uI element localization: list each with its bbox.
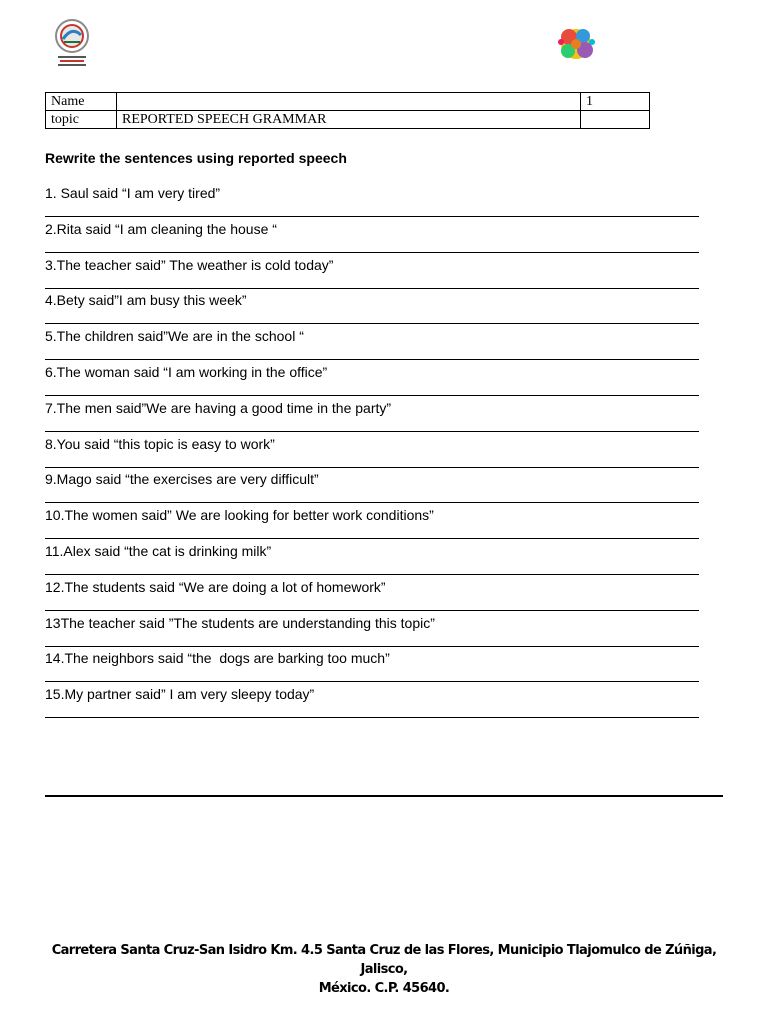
answer-line[interactable] — [45, 502, 699, 503]
answer-line[interactable] — [45, 717, 699, 718]
answer-line[interactable] — [45, 252, 699, 253]
question-item — [45, 470, 701, 506]
question-item — [45, 256, 701, 292]
answer-line[interactable] — [45, 216, 699, 217]
question-text: 15.My partner said” I am very sleepy today” — [45, 686, 315, 703]
student-info-table — [45, 92, 650, 129]
question-text: 8.You said “this topic is easy to work” — [45, 435, 275, 452]
answer-line[interactable] — [45, 288, 699, 289]
number-field: 1 — [581, 93, 650, 111]
question-text: 9.Mago said “the exercises are very difficult” — [45, 471, 319, 488]
answer-line[interactable] — [45, 681, 699, 682]
footer-address — [40, 941, 728, 998]
university-seal-icon — [52, 18, 92, 68]
question-text: 2.Rita said “I am cleaning the house “ — [45, 220, 277, 237]
question-item — [45, 363, 701, 399]
answer-line[interactable] — [45, 467, 699, 468]
question-item — [45, 685, 701, 721]
question-text: 6.The woman said “I am working in the office” — [45, 363, 328, 380]
question-text: 11.Alex said “the cat is drinking milk” — [45, 542, 272, 559]
question-text: 14.The neighbors said “the dogs are barking too much” — [45, 650, 390, 667]
empty-cell — [581, 111, 650, 129]
question-item — [45, 291, 701, 327]
answer-line[interactable] — [45, 538, 699, 539]
question-item — [45, 220, 701, 256]
answer-line[interactable] — [45, 395, 699, 396]
question-text: 7.The men said”We are having a good time in the party” — [45, 399, 392, 416]
name-field[interactable] — [117, 93, 581, 111]
question-text: 5.The children said”We are in the school “ — [45, 328, 304, 345]
answer-line[interactable] — [45, 323, 699, 324]
question-text: 1. Saul said “I am very tired” — [45, 185, 221, 201]
topic-value: REPORTED SPEECH GRAMMAR — [117, 111, 581, 129]
instruction-heading: Rewrite the sentences using reported speech — [45, 150, 347, 166]
answer-line[interactable] — [45, 610, 699, 611]
question-item — [45, 435, 701, 471]
question-text: 4.Bety said”I am busy this week” — [45, 292, 247, 309]
question-item — [45, 184, 701, 220]
colorful-hands-icon — [552, 22, 600, 66]
question-text: 12.The students said “We are doing a lot of homework” — [45, 578, 386, 595]
question-item — [45, 399, 701, 435]
question-text: 3.The teacher said” The weather is cold today” — [45, 256, 334, 273]
question-text: 13The teacher said ”The students are understanding this topic” — [45, 614, 435, 631]
question-list — [45, 184, 701, 721]
question-item — [45, 649, 701, 685]
answer-line[interactable] — [45, 431, 699, 432]
footer-address-line2: México. C.P. 45640. — [318, 981, 450, 996]
footer-divider — [45, 795, 723, 797]
answer-line[interactable] — [45, 574, 699, 575]
question-item — [45, 506, 701, 542]
answer-line[interactable] — [45, 646, 699, 647]
name-label: Name — [46, 93, 117, 111]
question-item — [45, 578, 701, 614]
question-item — [45, 614, 701, 650]
footer-address-line1: Carretera Santa Cruz-San Isidro Km. 4.5 Santa Cruz de las Flores, Municipio Tlajomulco de Zúñiga, Jalisco, — [51, 943, 717, 977]
question-text: 10.The women said” We are looking for better work conditions” — [45, 507, 434, 524]
question-item — [45, 542, 701, 578]
question-item — [45, 327, 701, 363]
topic-label: topic — [46, 111, 117, 129]
answer-line[interactable] — [45, 359, 699, 360]
